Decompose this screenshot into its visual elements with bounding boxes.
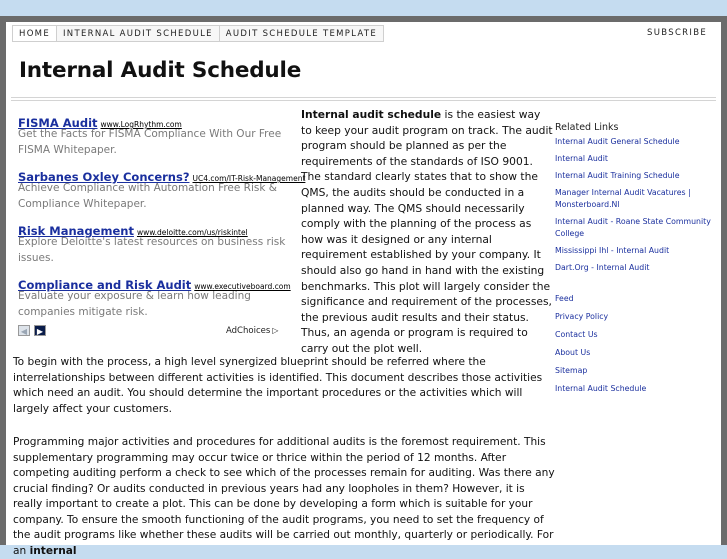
nav-home[interactable]: HOME [12,25,57,42]
ad-description: Get the Facts for FISMA Compliance With Our Free FISMA Whitepaper. [18,128,282,156]
page-content [6,22,721,557]
ad-url[interactable]: UC4.com/IT-Risk-Management [192,174,306,183]
footer-link-sitemap[interactable]: Sitemap [555,366,588,375]
footer-link-contact[interactable]: Contact Us [555,330,598,339]
ad-url[interactable]: www.executiveboard.com [194,282,291,291]
page-title: Internal Audit Schedule [19,58,302,83]
top-nav [12,25,384,42]
related-link[interactable]: Internal Audit [555,154,608,163]
nav-internal-audit-schedule[interactable]: INTERNAL AUDIT SCHEDULE [57,25,220,42]
spacer [555,279,715,293]
related-link[interactable]: Manager Internal Audit Vacatures | Monsterboard.Nl [555,188,691,209]
intro-paragraph [301,107,554,357]
chevron-right-icon[interactable]: ▶ [34,325,46,336]
divider [11,97,716,98]
ad-title[interactable]: Sarbanes Oxley Concerns? [18,170,190,184]
ad-block [18,112,306,328]
ad-description: Evaluate your exposure & learn how leading companies mitigate risk. [18,290,251,318]
subscribe-link[interactable]: SUBSCRIBE [647,28,707,38]
ad-item[interactable] [18,112,296,158]
adchoices-icon: ▷ [272,326,279,335]
ad-description: Achieve Compliance with Automation Free Risk & Compliance Whitepaper. [18,182,277,210]
related-links-heading: Related Links [555,122,619,133]
ad-title[interactable]: Compliance and Risk Audit [18,278,192,292]
related-link[interactable]: Internal Audit General Schedule [555,137,680,146]
body-paragraph-bold: internal [29,544,77,557]
ad-title[interactable]: Risk Management [18,224,134,238]
sidebar [555,122,715,401]
chevron-left-icon[interactable]: ◀ [18,325,30,336]
related-link[interactable]: Internal Audit - Roane State Community College [555,217,711,238]
body-paragraph: To begin with the process, a high level synergized blueprint should be referred where the interrelationships between different activities is identified. This document describes those activities which need an audit. You should determine the important procedures or the activities which will largely affect your customers. [13,356,543,415]
ad-title[interactable]: FISMA Audit [18,116,98,130]
ad-pager [18,325,46,336]
nav-audit-schedule-template[interactable]: AUDIT SCHEDULE TEMPLATE [220,25,384,42]
adchoices-link[interactable] [226,326,278,336]
ad-url[interactable]: www.LogRhythm.com [100,120,182,129]
footer-link-feed[interactable]: Feed [555,294,574,303]
intro-bold: Internal audit schedule [301,108,442,121]
adchoices-label: AdChoices [226,326,271,336]
related-link[interactable]: Mississippi Ihl - Internal Audit [555,246,670,255]
body-paragraph [13,435,555,559]
ad-url[interactable]: www.deloitte.com/us/riskintel [136,228,248,237]
body-paragraph-text: Programming major activities and procedures for additional audits is the foremost requirement. This supplementary programming may occur twice or thrice within the period of 12 months. After competing auditing perform a check to see which of the processes remain for auditing. Was there any crucial finding? Or audits conducted in previous years had any loopholes in them? However, it is really important to create a plot. This can be done by developing a form which is suitable for your company. To ensure the smooth functioning of the audit programs, you need to set the frequency of the audit programs like whether these audits will be carried out monthly, quarterly or periodically. For an [13,436,555,557]
intro-text: is the easiest way to keep your audit program on track. The audit program should be planned as per the requirements of the standards of ISO 9001. The standard clearly states that to show the QMS, the audits should be conducted in a planned way. The QMS should necessarily comply with the planning of the process as how was it designed or any internal requirement established by your company. It should also go hand in hand with the existing benchmarks. This plot will largely consider the significance and requirement of the processes, the previous audit results and their status. Thus, an agenda or program is required to carry out the plot well. [301,108,553,355]
footer-link-privacy[interactable]: Privacy Policy [555,312,609,321]
footer-link-internal-audit-schedule[interactable]: Internal Audit Schedule [555,384,647,393]
ad-description: Explore Deloitte's latest resources on business risk issues. [18,236,286,264]
ad-item[interactable] [18,220,296,266]
related-link[interactable]: Internal Audit Training Schedule [555,171,680,180]
divider [11,100,716,101]
ad-item[interactable] [18,166,306,212]
related-link[interactable]: Dart.Org - Internal Audit [555,263,650,272]
footer-link-about[interactable]: About Us [555,348,591,357]
ad-item[interactable] [18,274,296,320]
